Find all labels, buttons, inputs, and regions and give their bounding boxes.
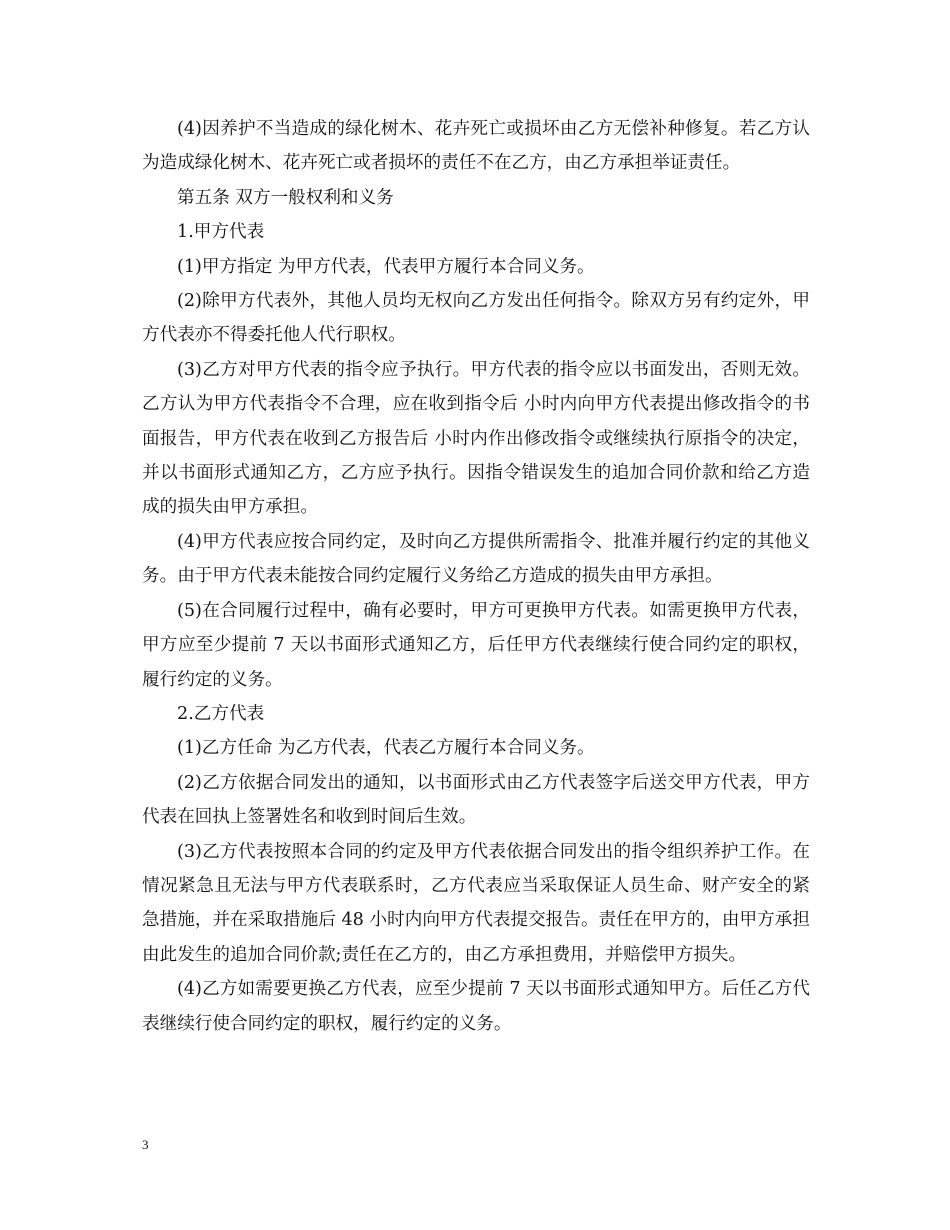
section-heading: 第五条 双方一般权利和义务 xyxy=(177,187,394,208)
document-body xyxy=(142,112,810,1041)
page-number: 3 xyxy=(142,1137,149,1152)
subsection-heading: 2.乙方代表 xyxy=(177,703,265,724)
paragraph: (5)在合同履行过程中，确有必要时，甲方可更换甲方代表。如需更换甲方代表，甲方应至少提前 7 天以书面形式通知乙方，后任甲方代表继续行使合同约定的职权，履行约定的义务。 xyxy=(142,600,810,690)
paragraph: (4)甲方代表应按合同约定，及时向乙方提供所需指令、批准并履行约定的其他义务。由于甲方代表未能按合同约定履行义务给乙方造成的损失由甲方承担。 xyxy=(142,531,810,587)
paragraph: (1)乙方任命 为乙方代表，代表乙方履行本合同义务。 xyxy=(177,738,595,759)
paragraph: (3)乙方代表按照本合同的约定及甲方代表依据合同发出的指令组织养护工作。在情况紧急且无法与甲方代表联系时，乙方代表应当采取保证人员生命、财产安全的紧急措施，并在采取措施后 48 小时内向甲方代表提交报告。责任在甲方的，由甲方承担由此发生的追加合同价款;责任在乙方的，由乙方承担费用，并赔偿甲方损失。 xyxy=(142,841,810,965)
paragraph: (4)因养护不当造成的绿化树木、花卉死亡或损坏由乙方无偿补种修复。若乙方认为造成绿化树木、花卉死亡或者损坏的责任不在乙方，由乙方承担举证责任。 xyxy=(142,119,810,174)
paragraph: (3)乙方对甲方代表的指令应予执行。甲方代表的指令应以书面发出，否则无效。乙方认为甲方代表指令不合理，应在收到指令后 小时内向甲方代表提出修改指令的书面报告，甲方代表在收到乙方报告后 小时内作出修改指令或继续执行原指令的决定，并以书面形式通知乙方，乙方应予执行。因指令错误发生的追加合同价款和给乙方造成的损失由甲方承担。 xyxy=(142,359,810,518)
paragraph: (2)除甲方代表外，其他人员均无权向乙方发出任何指令。除双方另有约定外，甲方代表亦不得委托他人代行职权。 xyxy=(142,291,810,346)
paragraph: (4)乙方如需要更换乙方代表，应至少提前 7 天以书面形式通知甲方。后任乙方代表继续行使合同约定的职权，履行约定的义务。 xyxy=(142,979,810,1034)
paragraph: (2)乙方依据合同发出的通知，以书面形式由乙方代表签字后送交甲方代表，甲方代表在回执上签署姓名和收到时间后生效。 xyxy=(142,772,810,828)
paragraph: (1)甲方指定 为甲方代表，代表甲方履行本合同义务。 xyxy=(177,256,595,277)
subsection-heading: 1.甲方代表 xyxy=(177,222,265,243)
